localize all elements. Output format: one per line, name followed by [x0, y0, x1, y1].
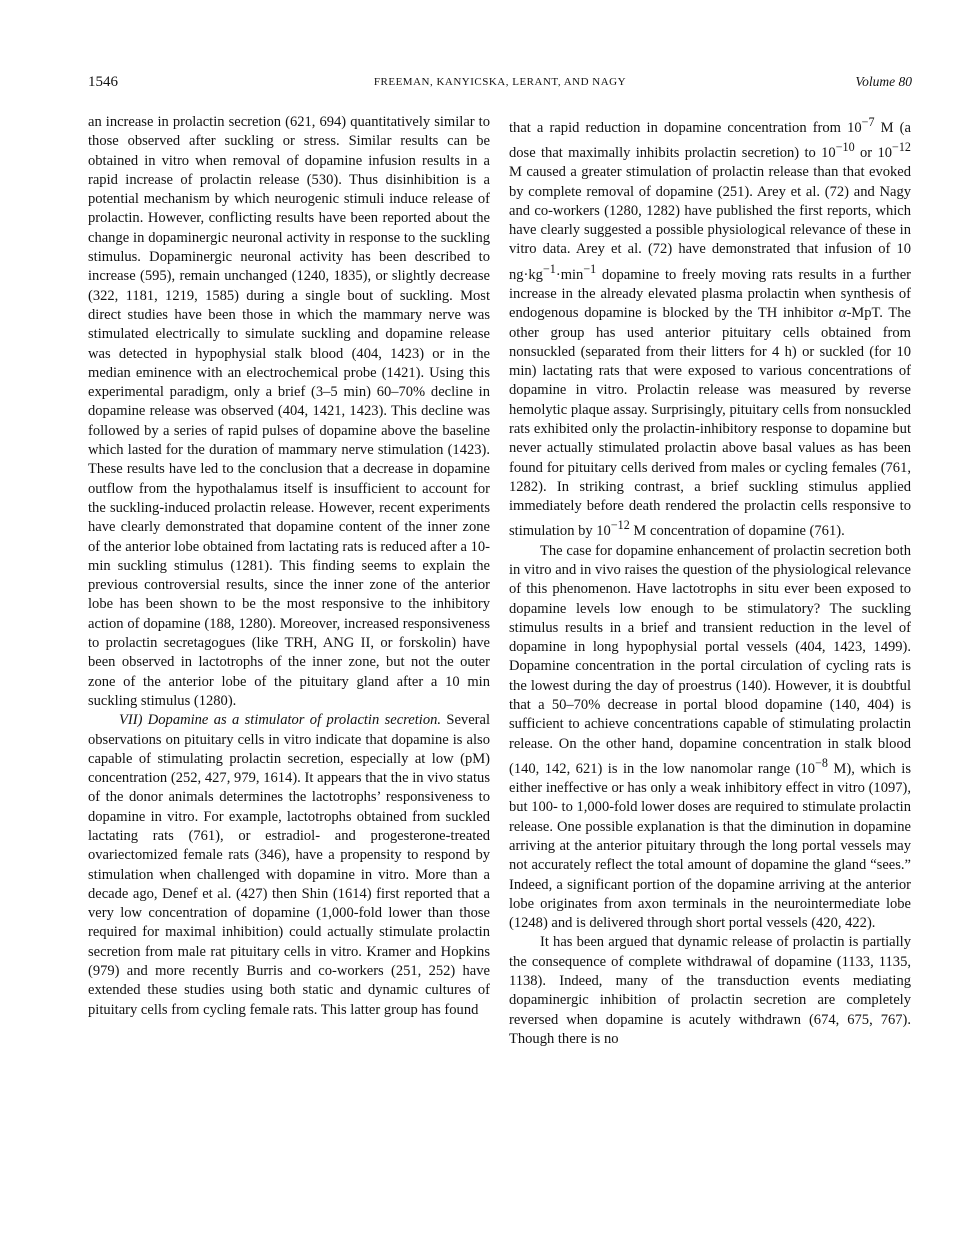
section-heading: VII) Dopamine as a stimulator of prolactin secretion.	[119, 712, 442, 729]
text-run: M (a dose that maximally inhibits prolactin secretion) to 10	[509, 119, 911, 161]
text-run: M), which is either ineffective or has only a weak inhibitory effect in vitro (1097), but 100- to 1,000-fold lower doses are required to stimulate prolactin release. One possible explanation is that the diminution in dopamine arriving at the anterior pituitary through the long portal vessels may not accurately reflect the total amount of dopamine the gland “sees.” Indeed, a significant portion of the dopamine arriving at the anterior lobe originates from axon terminals in the neurointermediate lobe (1248) and is delivered through short portal vessels (420, 422).	[509, 760, 911, 932]
paragraph: It has been argued that dynamic release of prolactin is partially the consequence of complete withdrawal of dopamine (1133, 1135, 1138). Indeed, many of the transduction events mediating dopaminergic inhibition of prolactin secretion are completely reversed when dopamine is acutely withdrawn (674, 675, 767). Though there is no	[509, 934, 911, 1047]
exponent: −7	[861, 115, 875, 129]
paragraph	[88, 711, 490, 1020]
text-run: that a rapid reduction in dopamine concentration from 10	[509, 119, 862, 136]
exponent: −1	[542, 261, 556, 276]
page-number: 1546	[88, 74, 118, 90]
text-run: ·min	[555, 266, 584, 283]
page-header	[88, 72, 912, 92]
left-column	[88, 113, 490, 1020]
text-run: The case for dopamine enhancement of prolactin secretion both in vitro and in vivo raises the question of the physiological relevance of this phenomenon. Have lactotrophs in situ ever been exposed to dopamine levels low enough to be stimulatory? The suckling stimulus results in a brief and transient reduction in the level of dopamine in long hypophysial portal vessels (404, 1423, 1499). Dopamine concentration in the portal circulation of cycling rats is the lowest during the day of proestrus (140). However, it is doubtful that a 50–70% decrease in portal blood dopamine (140, 404) is sufficient to achieve concentrations capable of stimulating prolactin release. On the other hand, dopamine concentration in stalk blood (140, 142, 621) is in the low nanomolar range (10	[509, 542, 911, 777]
volume-label: Volume 80	[855, 74, 912, 89]
paragraph-body: Several observations on pituitary cells in vitro indicate that dopamine is also capable of stimulating prolactin secretion, especially at low (pM) concentration (252, 427, 979, 1614). It appears that the in vivo status of the donor animals determines the lactotrophs’ responsiveness to dopamine in vitro. For example, lactotrophs obtained from suckled lactating rats (761), or estradiol- and progesterone-treated ovariectomized female rats (346), have a propensity to respond by stimulation when challenged with dopamine in vitro. More than a decade ago, Denef et al. (427) then Shin (1614) first reported that a very low concentration of dopamine (1,000-fold lower than those required for maximal inhibition) could actually stimulate prolactin secretion from male rat pituitary cells in vitro. Kramer and Hopkins (979) and more recently Burris and co-workers (251, 252) have extended these studies using both static and dynamic cultures of pituitary cells from cycling female rats. This latter group has found	[88, 712, 491, 1018]
text-run: M concentration of dopamine (761).	[629, 523, 845, 540]
text-run: dopamine to freely moving rats results in a further increase in the already elevated plasma prolactin when synthesis of endogenous dopamine is blocked by the TH inhibitor	[509, 266, 911, 322]
greek-symbol: α	[838, 305, 847, 322]
paragraph	[509, 113, 911, 542]
paragraph	[509, 542, 911, 934]
right-column	[509, 113, 911, 1049]
text-run: or 10	[854, 144, 893, 161]
paragraph: an increase in prolactin secretion (621, 694) quantitatively similar to those observed after suckling or stress. Similar results can be obtained in vitro when removal of dopamine infusion results in a rapid increase of prolactin release (530). Thus disinhibition is a potential mechanism by which neurogenic stimuli induce release of prolactin. However, conflicting results have been reported about the change in dopaminergic neuronal activity in response to the suckling stimulus. Dopaminergic neuronal activity has been described to increase (595), remain unchanged (1240, 1835), or slightly decrease (322, 1181, 1219, 1585) during a single bout of suckling. Most direct studies have been those in which the mammary nerve was stimulated electrically to simulate suckling and dopamine release was detected in hypophysial stalk blood (404, 1423) or in the median eminence with an electrochemical probe (1421). Using this experimental paradigm, only a brief (3–5 min) 60–70% decline in dopamine release was observed (404, 1421, 1423). This decline was followed by a series of rapid pulses of dopamine above the baseline which lasted for the duration of mammary nerve stimulation (1423). These results have led to the conclusion that a decrease in dopamine outflow from the hypothalamus itself is insufficient to account for the suckling-induced prolactin release. However, recent experiments have clearly demonstrated that dopamine content of the inner zone of the anterior lobe obtained from lactating rats is reduced after a 10-min suckling stimulus (1281). This finding seems to explain the previous controversial results, since the inner zone of the anterior lobe has been shown to be the most responsive to the inhibitory action of dopamine (188, 1280). Moreover, increased responsiveness to prolactin secretagogues (like TRH, ANG II, or forskolin) have been observed in lactotrophs of the inner zone, but not the outer zone of the anterior lobe of the pituitary gland after a 10 min suckling stimulus (1280).	[88, 114, 490, 709]
running-title: FREEMAN, KANYICSKA, LERANT, AND NAGY	[373, 76, 627, 88]
text-run: -MpT. The other group has used anterior pituitary cells obtained from nonsuckled (separated from their litters for 4 h) or suckled (for 10 min) lactating rats that were exposed to various concentrations of dopamine in vitro. Prolactin release was measured by reverse hemolytic plaque assay. Surprisingly, pituitary cells from nonsuckled rats exhibited only the prolactin-inhibitory response to dopamine but never actually stimulated prolactin above basal values as has been found for pituitary cells derived from males or cycling females (761, 1282). In striking contrast, a brief suckling stimulus applied immediately before death rendered the prolactin cells responsive to stimulation by 10	[509, 305, 911, 540]
exponent: −10	[835, 140, 855, 155]
exponent: −1	[583, 261, 597, 276]
exponent: −12	[892, 140, 911, 155]
exponent: −12	[610, 518, 630, 533]
text-run: M caused a greater stimulation of prolactin release than that evoked by complete removal of dopamine (251). Arey et al. (72) and Nagy and co-workers (1280, 1282) have published the first reports, which have clearly suggested a possible physiological relevance of these in vitro data. Arey et al. (72) have demonstrated that infusion of 10 ng·kg	[509, 164, 911, 283]
exponent: −8	[815, 755, 828, 770]
